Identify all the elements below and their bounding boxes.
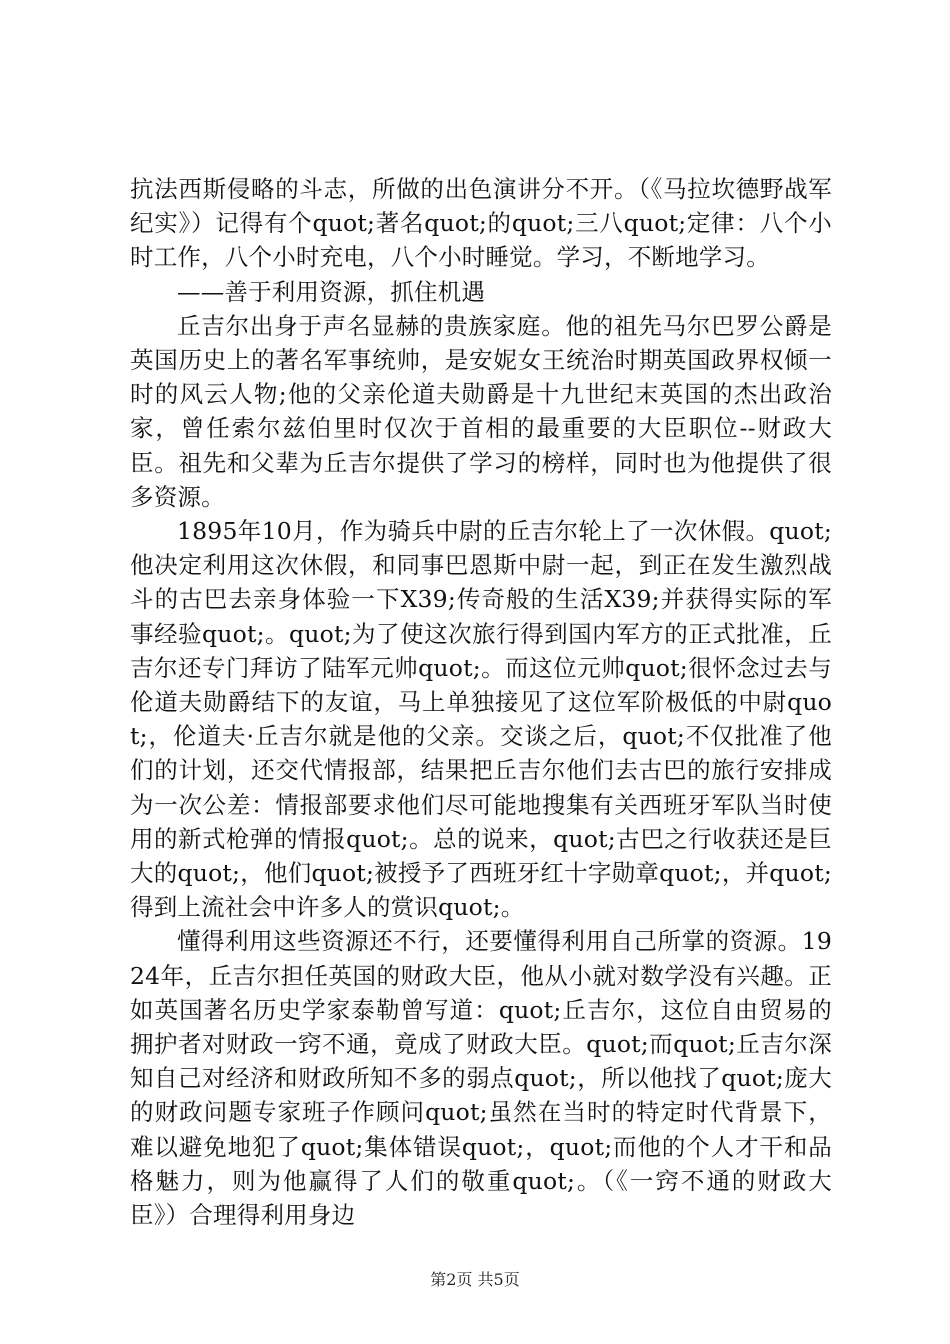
document-body [130, 172, 832, 1232]
section-subheading: ——善于利用资源，抓住机遇 [177, 277, 486, 306]
page-footer: 第2页 共5页 [430, 1270, 520, 1289]
paragraph-chancellor: 懂得利用这些资源还不行，还要懂得利用自己所掌的资源。1924年，丘吉尔担任英国的财政大臣，他从小就对数学没有兴趣。正如英国著名历史学家泰勒曾写道：quot;丘吉尔，这位自由贸易的拥护者对财政一窍不通，竟成了财政大臣。quot;而quot;丘吉尔深知自己对经济和财政所知不多的弱点quot;，所以他找了quot;庞大的财政问题专家班子作顾问quot;虽然在当时的特定时代背景下，难以避免地犯了quot;集体错误quot;，quot;而他的个人才干和品格魅力，则为他赢得了人们的敬重quot;。（《一窍不通的财政大臣》）合理得利用身边 [130, 927, 832, 1230]
paragraph-continued: 抗法西斯侵略的斗志，所做的出色演讲分不开。（《马拉坎德野战军纪实》）记得有个quot;著名quot;的quot;三八quot;定律：八个小时工作，八个小时充电，八个小时睡觉。学习，不断地学习。 [130, 175, 832, 272]
paragraph-cuba-trip: 1895年10月，作为骑兵中尉的丘吉尔轮上了一次休假。quot;他决定利用这次休假，和同事巴恩斯中尉一起，到正在发生激烈战斗的古巴去亲身体验一下X39;传奇般的生活X39;并获得实际的军事经验quot;。quot;为了使这次旅行得到国内军方的正式批准，丘吉尔还专门拜访了陆军元帅quot;。而这位元帅quot;很怀念过去与伦道夫勋爵结下的友谊，马上单独接见了这位军阶极低的中尉quot;，伦道夫·丘吉尔就是他的父亲。交谈之后，quot;不仅批准了他们的计划，还交代情报部，结果把丘吉尔他们去古巴的旅行安排成为一次公差：情报部要求他们尽可能地搜集有关西班牙军队当时使用的新式枪弹的情报quot;。总的说来，quot;古巴之行收获还是巨大的quot;，他们quot;被授予了西班牙红十字勋章quot;，并quot;得到上流社会中许多人的赏识quot;。 [130, 517, 832, 922]
paragraph-family-background: 丘吉尔出身于声名显赫的贵族家庭。他的祖先马尔巴罗公爵是英国历史上的著名军事统帅，是安妮女王统治时期英国政界权倾一时的风云人物;他的父亲伦道夫勋爵是十九世纪末英国的杰出政治家，曾任索尔兹伯里时仅次于首相的最重要的大臣职位--财政大臣。祖先和父辈为丘吉尔提供了学习的榜样，同时也为他提供了很多资源。 [130, 311, 832, 511]
